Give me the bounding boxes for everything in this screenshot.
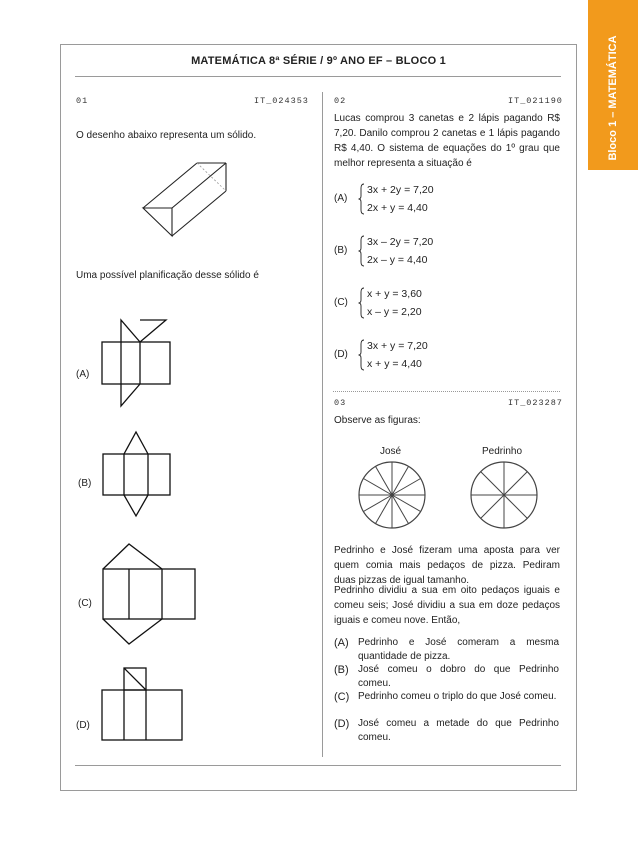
q1-option-b-label: (B): [78, 478, 92, 489]
q1-option-d-label: (D): [76, 720, 90, 731]
q1-option-c-label: (C): [78, 598, 92, 609]
q3-option-a-text: Pedrinho e José comeram a mesma quantidade de pizza.: [358, 637, 559, 662]
pizza-label-pedrinho: Pedrinho: [482, 446, 523, 457]
pizza-slice-line: [481, 472, 504, 495]
q3-option-c-text: Pedrinho comeu o triplo do que José comeu.: [358, 691, 557, 702]
q3-option-d[interactable]: [334, 717, 559, 745]
pizza-slice-line: [504, 472, 527, 495]
q2-option-d-eq1: 3x + y = 7,20: [367, 340, 428, 352]
brace-icon: [358, 287, 366, 324]
q2-option-b-label: (B): [334, 245, 348, 256]
q2-option-a-eq2: 2x + y = 4,40: [367, 202, 428, 214]
q3-option-a-letter: (A): [334, 637, 349, 649]
pizza-label-jose: José: [380, 446, 402, 457]
pizza-pedrinho-figure: [469, 460, 539, 530]
q2-code: IT_021190: [508, 96, 563, 106]
q3-option-b-letter: (B): [334, 664, 349, 676]
q1-prompt: Uma possível planificação desse sólido é: [76, 270, 259, 281]
pizza-slice-line: [481, 495, 504, 518]
q2-option-a-eq1: 3x + 2y = 7,20: [367, 184, 434, 196]
q3-number: 03: [334, 398, 347, 408]
q3-option-d-text: José comeu a metade do que Pedrinho comeu.: [358, 718, 559, 743]
q1-code: IT_024353: [254, 96, 309, 106]
q3-option-b-text: José comeu o dobro do que Pedrinho comeu.: [358, 664, 559, 689]
pizza-jose-figure: [357, 460, 427, 530]
q2-number: 02: [334, 96, 347, 106]
q2-option-b-eq2: 2x – y = 4,40: [367, 254, 428, 266]
q2-option-d-label: (D): [334, 349, 348, 360]
q3-option-c[interactable]: [334, 690, 559, 718]
q2-option-d-eq2: x + y = 4,40: [367, 358, 422, 370]
page-title: MATEMÁTICA 8ª SÉRIE / 9º ANO EF – BLOCO 1: [191, 55, 446, 67]
q2-option-a-label: (A): [334, 193, 348, 204]
brace-icon: [358, 339, 366, 376]
q3-option-a[interactable]: [334, 636, 559, 664]
q1-number: 01: [76, 96, 89, 106]
q3-code: IT_023287: [508, 398, 563, 408]
q3-option-b[interactable]: [334, 663, 559, 691]
side-tab-label: Bloco 1 – MATEMÁTICA: [607, 35, 619, 161]
q2-option-c-eq1: x + y = 3,60: [367, 288, 422, 300]
question-separator: [333, 391, 560, 392]
q2-option-c-eq2: x – y = 2,20: [367, 306, 422, 318]
q2-option-c-label: (C): [334, 297, 348, 308]
brace-icon: [358, 183, 366, 220]
q1-statement: O desenho abaixo representa um sólido.: [76, 130, 257, 141]
q3-option-d-letter: (D): [334, 718, 350, 730]
q3-statement: Observe as figuras:: [334, 415, 421, 426]
q3-option-c-letter: (C): [334, 691, 350, 703]
pizza-slice-line: [504, 495, 527, 518]
q1-option-a-label: (A): [76, 369, 90, 380]
q3-text-2: Pedrinho dividiu a sua em oito pedaços iguais e comeu seis; José dividiu a sua em doze pedaços iguais e comeu nove. Então,: [334, 585, 560, 626]
q2-option-b-eq1: 3x – 2y = 7,20: [367, 236, 434, 248]
brace-icon: [358, 235, 366, 272]
q3-text-1: Pedrinho e José fizeram uma aposta para ver quem comia mais pedaços de pizza. Pediram duas pizzas de igual tamanho.: [334, 545, 560, 586]
q2-statement: Lucas comprou 3 canetas e 2 lápis pagando R$ 7,20. Danilo comprou 2 canetas e 1 lápis pagando R$ 4,40. O sistema de equações do 1º grau que melhor representa a situação é: [334, 113, 560, 169]
